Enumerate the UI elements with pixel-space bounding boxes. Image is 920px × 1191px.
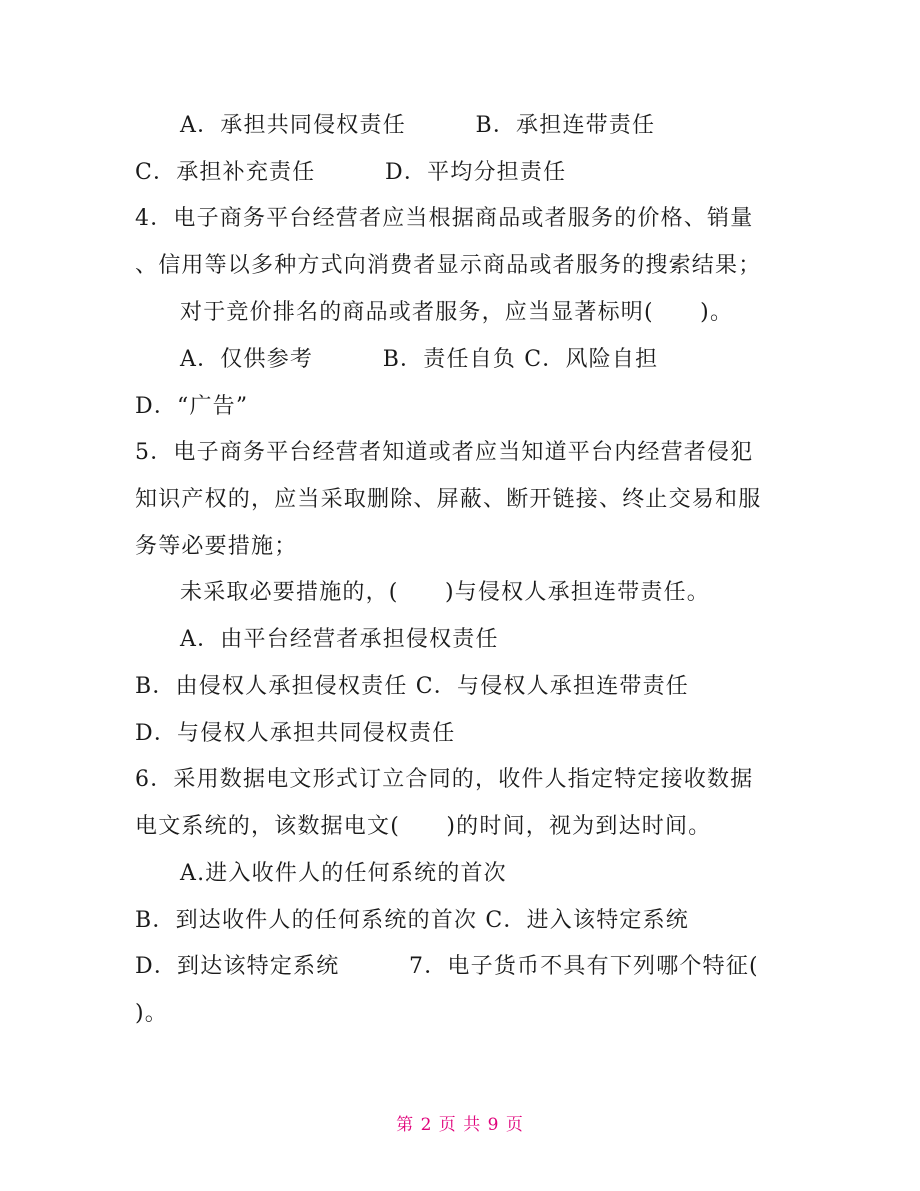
option-line-q4-abc: A．仅供参考 B．责任自负 C．风险自担 — [180, 347, 659, 372]
question-6-line-2: 电文系统的，该数据电文( )的时间，视为到达时间。 — [135, 814, 712, 839]
option-line-q5-bc: B．由侵权人承担侵权责任 C．与侵权人承担连带责任 — [135, 674, 689, 699]
question-5-line-4: 未采取必要措施的，( )与侵权人承担连带责任。 — [180, 580, 710, 605]
option-line-q4-d: D．“广告” — [135, 394, 249, 419]
option-line-q5-d: D．与侵权人承担共同侵权责任 — [135, 721, 456, 746]
question-7-line-2: )。 — [135, 1001, 168, 1026]
option-line-q5-a: A．由平台经营者承担侵权责任 — [180, 627, 499, 652]
question-6-line-1: 6．采用数据电文形式订立合同的，收件人指定特定接收数据 — [135, 767, 754, 792]
option-line-q6-bc: B．到达收件人的任何系统的首次 C．进入该特定系统 — [135, 908, 689, 933]
question-4-line-3: 对于竞价排名的商品或者服务，应当显著标明( )。 — [180, 300, 734, 325]
page-number-footer: 第 2 页 共 9 页 — [396, 1115, 524, 1135]
question-4-line-1: 4．电子商务平台经营者应当根据商品或者服务的价格、销量 — [135, 206, 754, 231]
option-line-q6-d-question-7: D．到达该特定系统 7．电子货币不具有下列哪个特征( — [135, 954, 759, 979]
option-line-q6-a: A.进入收件人的任何系统的首次 — [180, 861, 507, 886]
option-line-q3-ab: A．承担共同侵权责任 B．承担连带责任 — [180, 113, 656, 138]
option-line-q3-cd: C．承担补充责任 D．平均分担责任 — [135, 160, 567, 185]
question-5-line-1: 5．电子商务平台经营者知道或者应当知道平台内经营者侵犯 — [135, 440, 754, 465]
question-5-line-2: 知识产权的，应当采取删除、屏蔽、断开链接、终止交易和服 — [135, 487, 762, 512]
question-4-line-2: 、信用等以多种方式向消费者显示商品或者服务的搜索结果； — [135, 253, 762, 278]
question-5-line-3: 务等必要措施； — [135, 534, 298, 559]
